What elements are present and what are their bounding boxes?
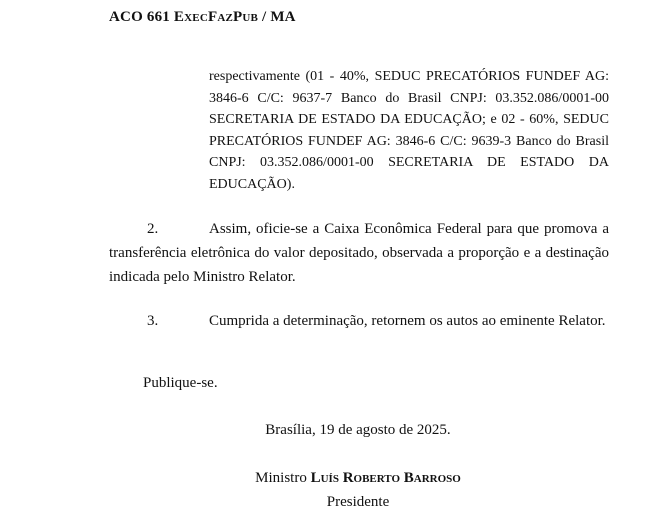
signature-name: Luís Roberto Barroso [310, 470, 461, 486]
paragraph-number: 3. [147, 313, 159, 329]
signature-role: Presidente [326, 494, 390, 510]
signature-line [0, 466, 665, 490]
place-date: Brasília, 19 de agosto de 2025. [265, 422, 451, 438]
paragraph-text: Assim, oficie-se a Caixa Econômica Federal para que promova a transferência eletrônica do valor depositado, observada a proporção e a destinação indicada pelo Ministro Relator. [109, 221, 609, 285]
quoted-block: respectivamente (01 - 40%, SEDUC PRECATÓRIOS FUNDEF AG: 3846-6 C/C: 9637-7 Banco do Brasil CNPJ: 03.352.086/0001-00 SECRETARIA DE ESTADO DA EDUCAÇÃO; e 02 - 60%, SEDUC PRECATÓRIOS FUNDEF AG: 3846-6 C/C: 9639-3 Banco do Brasil CNPJ: 03.352.086/0001-00 SECRETARIA DE ESTADO DA EDUCAÇÃO). [209, 69, 609, 192]
signature-block [0, 466, 665, 514]
signature-title: Ministro [255, 470, 307, 486]
paragraph-3 [109, 309, 609, 333]
paragraph-2 [109, 217, 609, 289]
case-reference: ACO 661 ExecFazPub / MA [109, 9, 296, 25]
closing-formula: Publique-se. [143, 375, 218, 391]
paragraph-number: 2. [147, 221, 159, 237]
paragraph-text: Cumprida a determinação, retornem os autos ao eminente Relator. [209, 313, 606, 329]
document-header [109, 9, 296, 26]
